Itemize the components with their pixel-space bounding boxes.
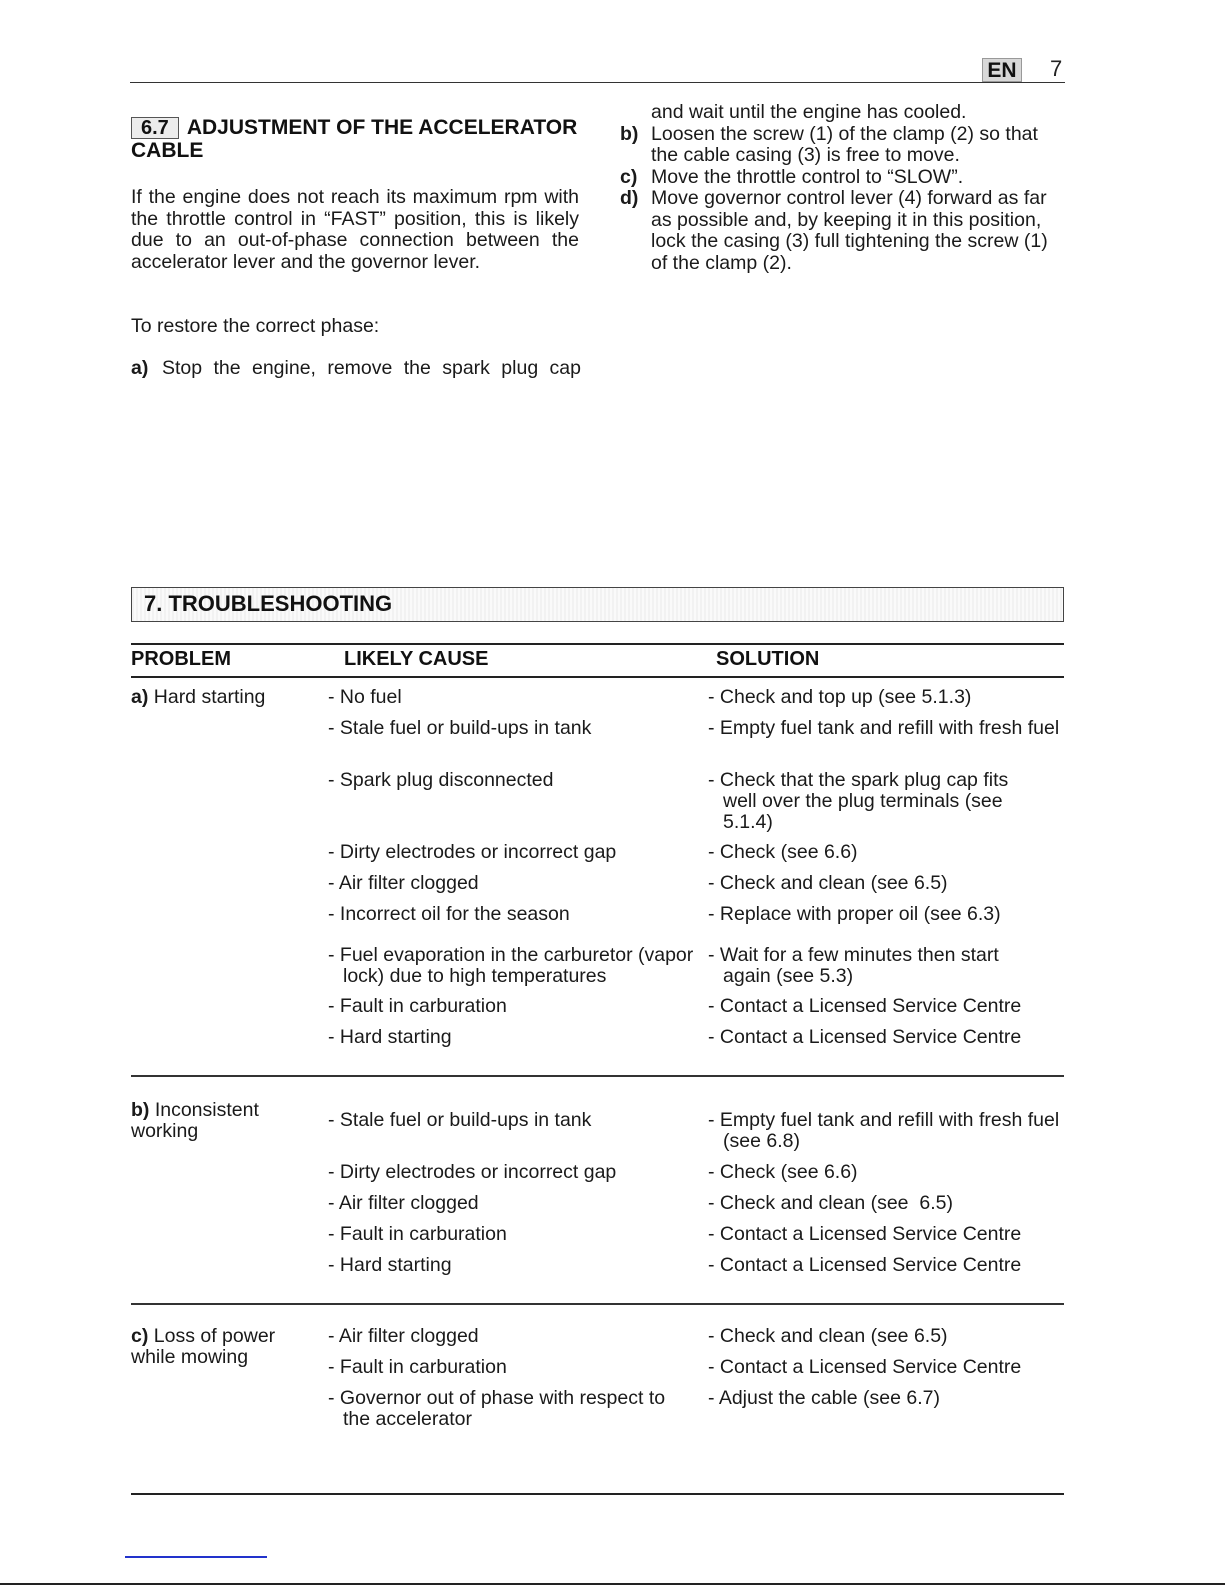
section-number-box: 6.7 xyxy=(131,117,179,139)
problem-text: Inconsistent working xyxy=(131,1099,259,1142)
bottom-rule xyxy=(131,1493,1064,1495)
cause-cell: - Dirty electrodes or incorrect gap xyxy=(328,841,617,863)
intro-paragraph: If the engine does not reach its maximum rpm with the throttle control in “FAST” position, this is likely due to an out-of-phase connection between the accelerator lever and the governor lever. xyxy=(131,186,579,273)
cause-cell: - Fault in carburation xyxy=(328,995,507,1017)
step-d xyxy=(620,188,1070,274)
step-b xyxy=(620,124,1070,167)
cause-cell: - Dirty electrodes or incorrect gap xyxy=(328,1161,617,1183)
solution-cell: - Check that the spark plug cap fits well over the plug terminals (see 5.1.4) xyxy=(708,769,1009,833)
solution-cell: - Wait for a few minutes then start again (see 5.3) xyxy=(708,944,999,987)
solution-cell: - Adjust the cable (see 6.7) xyxy=(708,1387,940,1409)
cause-cell: - Governor out of phase with respect to the accelerator xyxy=(328,1387,666,1430)
cause-cell: - Air filter clogged xyxy=(328,1325,479,1347)
solution-cell: - Contact a Licensed Service Centre xyxy=(708,1026,1022,1048)
problem-cell xyxy=(131,1326,301,1368)
solution-cell: - Contact a Licensed Service Centre xyxy=(708,995,1022,1017)
scan-artifact-line xyxy=(125,1556,267,1558)
step-a-continued xyxy=(620,102,1070,124)
solution-cell: - Check and clean (see 6.5) xyxy=(708,872,948,894)
solution-cell: - Check and clean (see 6.5) xyxy=(708,1325,948,1347)
column-header-problem: PROBLEM xyxy=(131,648,231,670)
solution-cell: - Contact a Licensed Service Centre xyxy=(708,1356,1022,1378)
problem-cell xyxy=(131,687,311,708)
step-label xyxy=(620,102,651,124)
problem-label: c) xyxy=(131,1325,149,1347)
restore-label: To restore the correct phase: xyxy=(131,315,380,337)
cause-cell: - Hard starting xyxy=(328,1026,452,1048)
step-text: Stop the engine, remove the spark plug cap xyxy=(162,357,581,379)
step-label: b) xyxy=(620,122,639,145)
language-badge: EN xyxy=(982,58,1022,82)
step-text: Move governor control lever (4) forward as far as possible and, by keeping it in this position, lock the casing (3) full tightening the screw (1) of the clamp (2). xyxy=(651,187,1048,274)
cause-cell: - Stale fuel or build-ups in tank xyxy=(328,1109,592,1131)
problem-text: Loss of power while mowing xyxy=(131,1325,276,1368)
troubleshooting-title: 7. TROUBLESHOOTING xyxy=(144,591,393,616)
step-a xyxy=(131,358,581,380)
group-divider xyxy=(131,1075,1064,1077)
section-title: ADJUSTMENT OF THE ACCELERATOR CABLE xyxy=(131,116,578,162)
solution-cell: - Contact a Licensed Service Centre xyxy=(708,1223,1022,1245)
header-rule xyxy=(130,82,1065,83)
problem-label: b) xyxy=(131,1099,150,1121)
solution-cell: - Check and clean (see 6.5) xyxy=(708,1192,953,1214)
solution-cell: - Check and top up (see 5.1.3) xyxy=(708,686,972,708)
solution-cell: - Check (see 6.6) xyxy=(708,841,858,863)
table-header-rule-bottom xyxy=(131,676,1064,678)
cause-cell: - Air filter clogged xyxy=(328,1192,479,1214)
solution-cell: - Check (see 6.6) xyxy=(708,1161,858,1183)
section-6-7-heading xyxy=(131,116,591,162)
solution-cell: - Contact a Licensed Service Centre xyxy=(708,1254,1022,1276)
step-text: Loosen the screw (1) of the clamp (2) so that the cable casing (3) is free to move. xyxy=(651,122,1038,166)
problem-text: Hard starting xyxy=(153,686,266,708)
cause-cell: - Incorrect oil for the season xyxy=(328,903,570,925)
cause-cell: - Air filter clogged xyxy=(328,872,479,894)
step-label: c) xyxy=(620,165,638,188)
step-label: a) xyxy=(131,357,149,379)
step-text: Move the throttle control to “SLOW”. xyxy=(651,165,964,188)
cause-cell: - Spark plug disconnected xyxy=(328,769,554,791)
solution-cell: - Empty fuel tank and refill with fresh fuel xyxy=(708,717,1060,739)
solution-cell: - Empty fuel tank and refill with fresh fuel (see 6.8) xyxy=(708,1109,1060,1152)
page-number: 7 xyxy=(1050,56,1063,81)
cause-cell: - Fuel evaporation in the carburetor (vapor lock) due to high temperatures xyxy=(328,944,694,987)
step-label: d) xyxy=(620,187,639,209)
cause-cell: - Fault in carburation xyxy=(328,1356,507,1378)
table-header-rule-top xyxy=(131,643,1064,645)
cause-cell: - Fault in carburation xyxy=(328,1223,507,1245)
cause-cell: - Stale fuel or build-ups in tank xyxy=(328,717,592,739)
problem-label: a) xyxy=(131,686,149,708)
steps-continued xyxy=(620,102,1070,274)
step-text: and wait until the engine has cooled. xyxy=(651,101,967,123)
troubleshooting-banner xyxy=(131,587,1064,622)
solution-cell: - Replace with proper oil (see 6.3) xyxy=(708,903,1001,925)
step-c xyxy=(620,167,1070,189)
cause-cell: - Hard starting xyxy=(328,1254,452,1276)
problem-cell xyxy=(131,1100,281,1142)
cause-cell: - No fuel xyxy=(328,686,402,708)
group-divider xyxy=(131,1303,1064,1305)
column-header-solution: SOLUTION xyxy=(716,648,820,670)
column-header-likely-cause: LIKELY CAUSE xyxy=(344,648,489,670)
